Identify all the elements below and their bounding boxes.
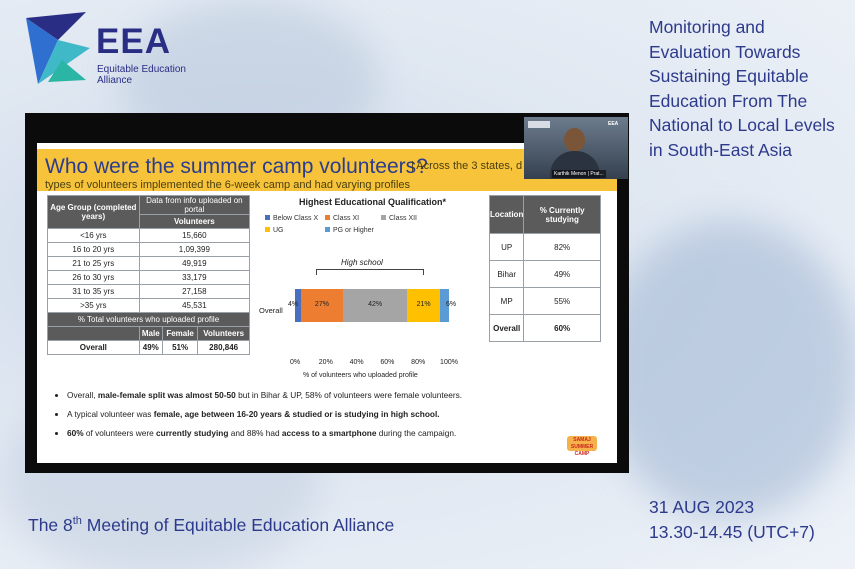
table-header bbox=[48, 327, 140, 341]
table-cell: 16 to 20 yrs bbox=[48, 243, 140, 257]
legend-item bbox=[381, 215, 417, 222]
legend-label: UG bbox=[273, 227, 284, 234]
data-label: 6% bbox=[445, 301, 457, 308]
chart-title: Highest Educational Qualification* bbox=[299, 197, 447, 207]
data-label: 4% bbox=[287, 301, 299, 308]
meeting-datetime bbox=[649, 495, 815, 545]
tick-label: 40% bbox=[349, 359, 364, 366]
speaker-video-tile[interactable] bbox=[524, 117, 628, 179]
data-label: 27% bbox=[314, 301, 329, 308]
table-row bbox=[490, 288, 601, 315]
table-header: % Currently studying bbox=[524, 196, 601, 234]
bullet-emphasis: female, age between 16-20 years & studied or is studying in high school. bbox=[153, 409, 440, 419]
data-label: 42% bbox=[368, 301, 383, 308]
table-cell: 49,919 bbox=[139, 257, 249, 271]
table-row bbox=[48, 243, 250, 257]
logo-title: EEA bbox=[96, 22, 171, 61]
list-item bbox=[67, 428, 609, 438]
legend-label: Below Class X bbox=[273, 215, 319, 222]
table-cell: 26 to 30 yrs bbox=[48, 271, 140, 285]
table-row bbox=[490, 234, 601, 261]
table-header: Volunteers bbox=[198, 327, 250, 341]
table-cell: 21 to 25 yrs bbox=[48, 257, 140, 271]
table-cell: 33,179 bbox=[139, 271, 249, 285]
table-row bbox=[490, 315, 601, 342]
org-logo-icon bbox=[528, 121, 550, 128]
speaker-name-label: Karthik Menon | Prat... bbox=[554, 171, 604, 177]
table-cell: MP bbox=[490, 288, 524, 315]
table-cell: 55% bbox=[524, 288, 601, 315]
table-header: Data from info uploaded on portal bbox=[139, 196, 249, 215]
eea-logo bbox=[24, 12, 194, 92]
bullet-text: but in Bihar & UP, 58% of volunteers were female volunteers. bbox=[235, 390, 463, 400]
table-cell: UP bbox=[490, 234, 524, 261]
eea-small-logo: EEA bbox=[608, 121, 619, 127]
table-row bbox=[48, 341, 250, 355]
table-row bbox=[48, 271, 250, 285]
tick-label: 80% bbox=[411, 359, 426, 366]
table-cell: 27,158 bbox=[139, 285, 249, 299]
list-item bbox=[67, 409, 609, 419]
x-axis-label: % of volunteers who uploaded profile bbox=[303, 372, 418, 379]
legend-label: PG or Higher bbox=[333, 227, 374, 234]
table-cell: 51% bbox=[162, 341, 197, 355]
slide-subtitle-inline: | Across the 3 states, d bbox=[411, 160, 523, 172]
session-title: Monitoring and Evaluation Towards Sustaining Equitable Education From The National to Local Levels in South-East Asia bbox=[649, 17, 835, 160]
bullet-text: and 88% had bbox=[228, 428, 282, 438]
data-label: 21% bbox=[416, 301, 431, 308]
meeting-suffix: Meeting of Equitable Education Alliance bbox=[81, 515, 395, 535]
age-group-table bbox=[47, 195, 250, 355]
table-cell: 49% bbox=[139, 341, 162, 355]
table-header: % Total volunteers who uploaded profile bbox=[48, 313, 250, 327]
bullet-text: during the campaign. bbox=[376, 428, 457, 438]
bar-plot-area bbox=[287, 289, 457, 322]
table-row bbox=[48, 257, 250, 271]
chart-annotation: High school bbox=[341, 258, 383, 267]
bullet-emphasis: access to a smartphone bbox=[281, 428, 377, 438]
meeting-ordinal: th bbox=[72, 515, 82, 528]
annotation-bracket bbox=[316, 269, 424, 275]
list-item bbox=[67, 390, 609, 400]
table-row bbox=[48, 285, 250, 299]
table-row bbox=[48, 299, 250, 313]
table-header: Male bbox=[139, 327, 162, 341]
legend-label: Class XII bbox=[389, 215, 418, 222]
bullet-text: A typical volunteer was bbox=[67, 409, 154, 419]
table-cell: 1,09,399 bbox=[139, 243, 249, 257]
tick-label: 100% bbox=[440, 359, 458, 366]
slide-title: Who were the summer camp volunteers? bbox=[45, 155, 428, 178]
table-cell: <16 yrs bbox=[48, 229, 140, 243]
bullet-text: Overall, bbox=[67, 390, 98, 400]
table-header: Age Group (completed years) bbox=[48, 196, 140, 229]
legend-item bbox=[325, 215, 359, 222]
meeting-name bbox=[28, 515, 394, 536]
table-row bbox=[490, 261, 601, 288]
table-cell: 82% bbox=[524, 234, 601, 261]
qualification-chart bbox=[259, 195, 481, 393]
table-header: Volunteers bbox=[139, 215, 249, 229]
bullet-emphasis: male-female split was almost 50-50 bbox=[97, 390, 236, 400]
tick-label: 0% bbox=[289, 359, 301, 366]
bullet-emphasis: 60% bbox=[67, 428, 84, 438]
table-row bbox=[48, 229, 250, 243]
findings-list bbox=[57, 390, 609, 447]
table-cell: Overall bbox=[490, 315, 524, 342]
table-header: Female bbox=[162, 327, 197, 341]
table-cell: >35 yrs bbox=[48, 299, 140, 313]
legend-label: Class XI bbox=[333, 215, 360, 222]
category-label: Overall bbox=[259, 306, 283, 315]
meeting-date: 31 AUG 2023 bbox=[649, 497, 755, 517]
speaker-head bbox=[564, 128, 585, 152]
bullet-text: of volunteers were bbox=[83, 428, 157, 438]
bullet-emphasis: currently studying bbox=[156, 428, 229, 438]
eea-logo-mark-icon bbox=[24, 12, 92, 87]
x-axis-ticks bbox=[289, 359, 458, 369]
table-cell: 280,846 bbox=[198, 341, 250, 355]
table-cell: 60% bbox=[524, 315, 601, 342]
table-cell: 45,531 bbox=[139, 299, 249, 313]
summer-camp-badge: SAMAJ SUMMER CAMP bbox=[567, 436, 597, 451]
table-cell: 31 to 35 yrs bbox=[48, 285, 140, 299]
logo-subtitle: Equitable Education Alliance bbox=[97, 64, 186, 86]
legend-item bbox=[265, 215, 318, 222]
background-blur bbox=[600, 220, 855, 520]
location-table bbox=[489, 195, 601, 342]
meeting-time: 13.30-14.45 (UTC+7) bbox=[649, 522, 815, 542]
legend-item bbox=[265, 227, 284, 234]
shared-screen bbox=[25, 113, 629, 473]
tick-label: 20% bbox=[318, 359, 333, 366]
table-cell: Overall bbox=[48, 341, 140, 355]
slide-subtitle: types of volunteers implemented the 6-week camp and had varying profiles bbox=[45, 179, 411, 191]
tick-label: 60% bbox=[380, 359, 395, 366]
meeting-prefix: The 8 bbox=[28, 515, 73, 535]
legend-item bbox=[325, 227, 374, 234]
table-cell: 49% bbox=[524, 261, 601, 288]
table-cell: 15,660 bbox=[139, 229, 249, 243]
table-cell: Bihar bbox=[490, 261, 524, 288]
table-header: Location bbox=[490, 196, 524, 234]
presentation-slide bbox=[37, 143, 617, 463]
